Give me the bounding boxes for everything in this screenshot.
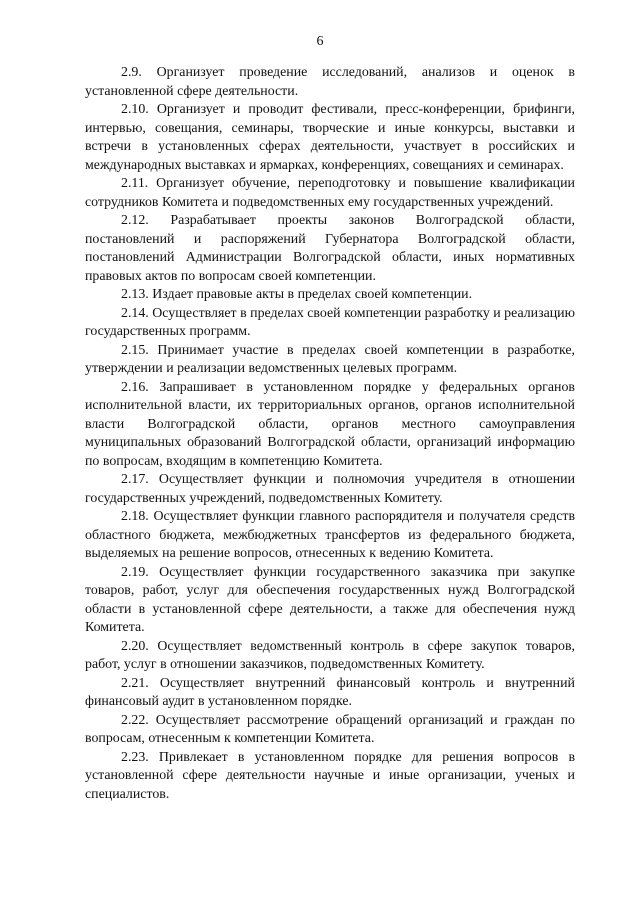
paragraph-2-11: 2.11. Организует обучение, переподготовку и повышение квалификации сотрудников Комитета и подведомственных ему государственных учреждений. — [85, 176, 575, 210]
paragraph-2-12: 2.12. Разрабатывает проекты законов Волгоградской области, постановлений и распоряжений Губернатора Волгоградской области, постановлений Администрации Волгоградской области, иных нормативных правовых актов по вопросам своей компетенции. — [85, 213, 575, 284]
paragraph-2-18: 2.18. Осуществляет функции главного распорядителя и получателя средств областного бюджета, межбюджетных трансфертов из федерального бюджета, выделяемых на решение вопросов, отнесенных к ведению Комитета. — [85, 509, 575, 561]
paragraph-2-14: 2.14. Осуществляет в пределах своей компетенции разработку и реализацию государственных программ. — [85, 305, 575, 339]
paragraph-2-21: 2.21. Осуществляет внутренний финансовый контроль и внутренний финансовый аудит в установленном порядке. — [85, 675, 575, 709]
page-number: 6 — [316, 34, 324, 49]
paragraph-2-22: 2.22. Осуществляет рассмотрение обращений организаций и граждан по вопросам, отнесенным к компетенции Комитета. — [85, 712, 575, 746]
paragraph-2-20: 2.20. Осуществляет ведомственный контроль в сфере закупок товаров, работ, услуг в отношении заказчиков, подведомственных Комитету. — [85, 638, 575, 672]
paragraph-2-16: 2.16. Запрашивает в установленном порядке у федеральных органов исполнительной власти, их территориальных органов, органов исполнительной власти Волгоградской области, органов местного самоуправления муниципальных образований Волгоградской области, организаций информацию по вопросам, входящим в компетенцию Комитета. — [85, 379, 575, 469]
paragraph-2-9: 2.9. Организует проведение исследований, анализов и оценок в установленной сфере деятельности. — [85, 65, 575, 99]
paragraph-2-23: 2.23. Привлекает в установленном порядке для решения вопросов в установленной сфере деятельности научные и иные организации, ученых и специалистов. — [85, 749, 575, 802]
paragraph-2-15: 2.15. Принимает участие в пределах своей компетенции в разработке, утверждении и реализации ведомственных целевых программ. — [85, 342, 575, 376]
paragraph-2-19: 2.19. Осуществляет функции государственного заказчика при закупке товаров, работ, услуг для обеспечения государственных нужд Волгоградской области в установленной сфере деятельности, а также для обеспечения нужд Комитета. — [85, 564, 575, 635]
paragraph-2-13: 2.13. Издает правовые акты в пределах своей компетенции. — [121, 287, 473, 302]
document-body — [85, 64, 575, 804]
paragraph-2-17: 2.17. Осуществляет функции и полномочия учредителя в отношении государственных учреждений, подведомственных Комитету. — [85, 472, 575, 506]
paragraph-2-10: 2.10. Организует и проводит фестивали, пресс-конференции, брифинги, интервью, совещания, семинары, творческие и иные конкурсы, выставки и встречи в установленных сферах деятельности, участвует в российских и международных выставках и ярмарках, конференциях, совещаниях и семинарах. — [85, 102, 575, 173]
